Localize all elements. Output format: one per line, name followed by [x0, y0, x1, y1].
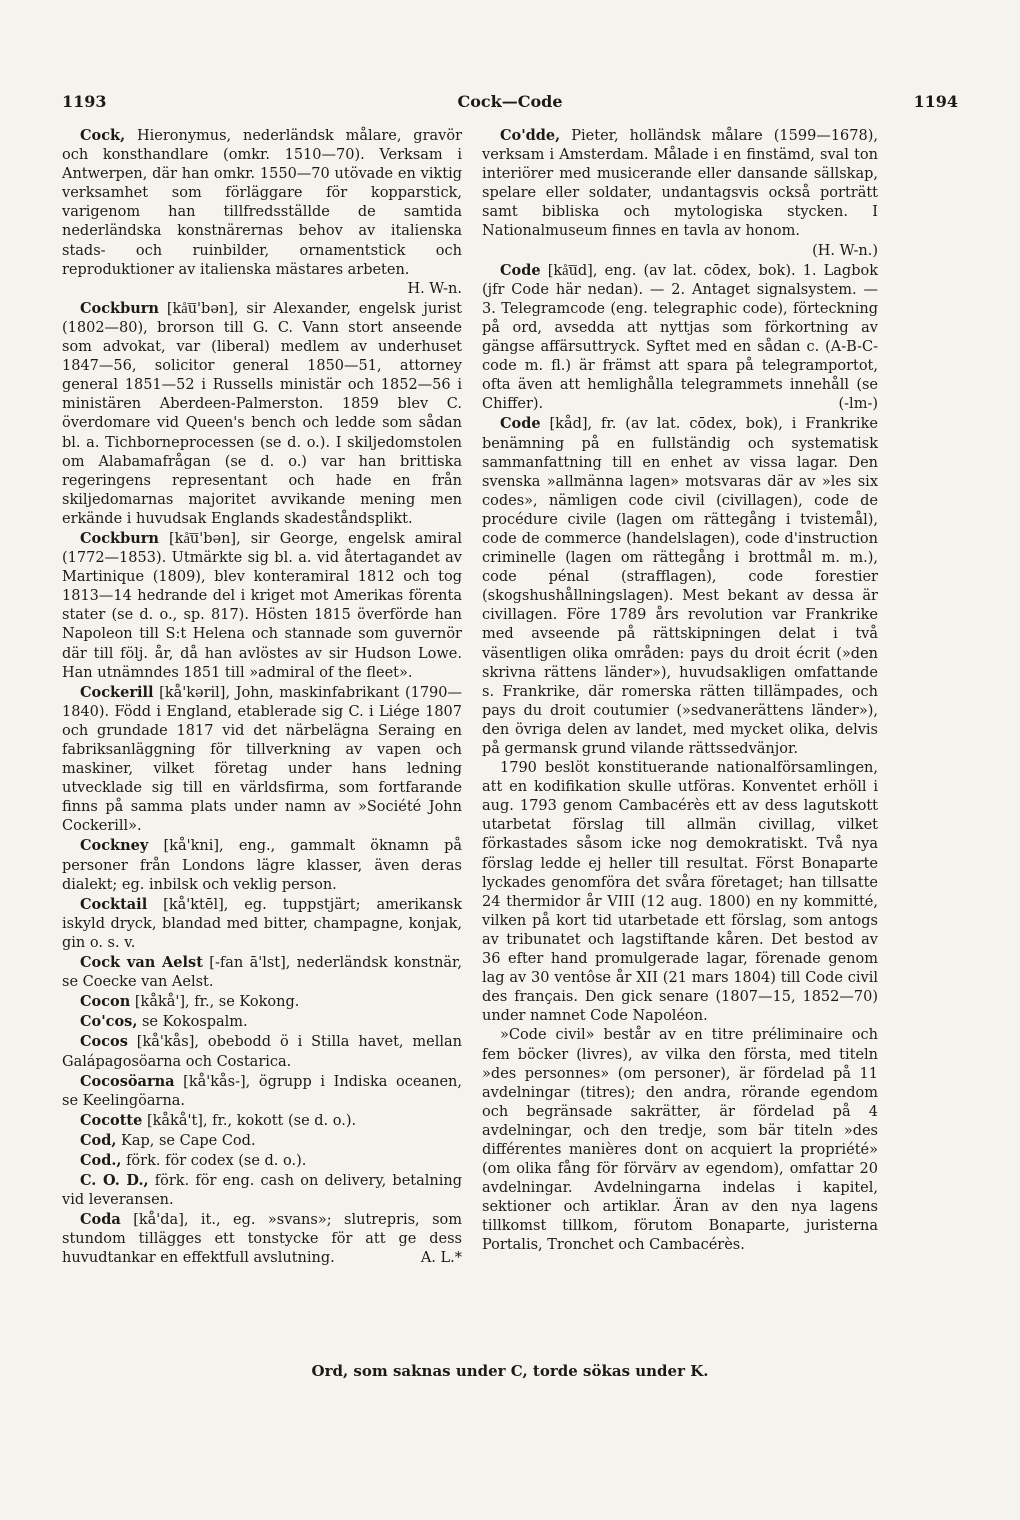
entry-text: [kå'ktēl], eg. tuppstjärt; amerikansk iskyld dryck, blandad med bitter, champagne, konjak, gin o. s. v.: [62, 896, 463, 951]
entry-text: förk. för codex (se d. o.).: [126, 1152, 307, 1169]
entry-text: [kå'da], it., eg. »svans»; slutrepris, som stundom tillägges ett tonstycke för att ge dess huvudtankar en effektfull avslutning.: [62, 1212, 463, 1267]
entry-headword: Cock,: [80, 127, 126, 144]
entry-headword: Code: [500, 261, 541, 279]
entry-headword: C. O. D.,: [80, 1172, 149, 1190]
dictionary-entry: [482, 1026, 878, 1255]
entry-text: »Code civil» består av en titre préliminaire och fem böcker (livres), av vilka den första, med titeln »des personnes» (om personer), är fördelad på 11 avdelningar (titres); den andra, rörande egendom och begränsade sakrätter, är fördelad på 4 avdelningar, och den tredje, som bär titeln »des différentes manières dont on acquiert la propriété» (om olika fång för förvärv av egendom), omfattar 20 avdelningar. Avdelningarna indelas i kapitel, sektioner och artiklar. Äran av den nya lagens tillkomst tillkom, förutom Bonaparte, juristerna Portalis, Tronchet och Cambacérès.: [482, 1027, 878, 1254]
entry-text: [kå͞ud], eng. (av lat. cōdex, bok). 1. Lagbok (jfr Code här nedan). — 2. Antaget signalsystem. — 3. Telegramcode (eng. telegraphic code), förteckning på ord, avsedda att nyttjas som förkortning av gängse affärsuttryck. Syftet med en sådan c. (A-B-C-code m. fl.) är främst att spara på telegramportot, ofta även att hemlighålla telegrammets innehåll (se Chiffer).: [482, 262, 878, 413]
entry-signature: H. W-n.: [407, 280, 462, 297]
entry-text: [kå͞u'bən], sir George, engelsk amiral (1772—1853). Utmärkte sig bl. a. vid återtagandet av Martinique (1809), blev konteramiral 1812 och tog 1813—14 hedrande del i kriget mot Amerikas förenta stater (se d. o., sp. 817). Hösten 1815 överförde han Napoleon till S:t Helena och stannade som guvernör där till följ. år, då han avlöstes av sir Hudson Lowe. Han utnämndes 1851 till »admiral of the fleet».: [62, 530, 463, 681]
entry-text: se Kokospalm.: [141, 1014, 248, 1031]
dictionary-entry: [62, 126, 462, 299]
dictionary-entry: [62, 1111, 462, 1131]
dictionary-entry: [482, 759, 878, 1026]
entry-text: [kåd], fr. (av lat. cōdex, bok), i Frankrike benämning på en fullständig och systematisk sammanfattning till en enhet av vissa lagar. Den svenska »allmänna lagen» motsvaras där av »les six codes», nämligen code civil (civillagen), code de procédure civile (lagen om rättegång i tvistemål), code de commerce (handelslagen), code d'instruction criminelle (lagen om rättegång i brottmål m. m.), code pénal (strafflagen), code forestier (skogshushållningslagen). Mest bekant av dessa är civillagen. Före 1789 års revolution var Frankrike med avseende på rättskipningen delat i två väsentligen olika områden: pays du droit écrit (»den skrivna rättens länder»), huvudsakligen omfattande s. Frankrike, där romerska rätten tillämpades, och pays du droit coutumier (»sedvanerättens länder»), den övriga delen av landet, med mycket olika, delvis på germansk grund vilande rättssedvänjor.: [482, 416, 878, 757]
dictionary-entry: [482, 126, 878, 261]
entry-signature: (-lm-): [838, 396, 878, 413]
entry-signature: (H. W-n.): [812, 242, 878, 259]
entry-signature: A. L.*: [420, 1250, 462, 1267]
dictionary-entry: [62, 992, 462, 1012]
entry-headword: Cockburn: [80, 299, 159, 317]
entry-headword: Cock van Aelst: [80, 954, 203, 972]
dictionary-entry: [62, 953, 462, 992]
dictionary-entry: [482, 414, 878, 759]
entry-headword: Cockburn: [80, 529, 159, 547]
entry-text: förk. för eng. cash on delivery, betalning vid leveransen.: [62, 1173, 462, 1209]
entry-text: [kå͞u'bən], sir Alexander, engelsk jurist (1802—80), brorson till G. C. Vann stort anseende som advokat, var (liberal) medlem av underhuset 1847—56, solicitor general 1850—51, attorney general 1851—52 i Russells ministär och 1852—56 i ministären Aberdeen-Palmerston. 1859 blev C. överdomare vid Queen's bench och ledde som sådan bl. a. Tichborneprocessen (se d. o.). I skiljedomstolen om Alabamafrågan (se d. o.) var han brittiska regeringens representant och hade en från skiljedomarnas majoritet avvikande mening men erkände i huvudsak Englands skadeståndsplikt.: [62, 300, 462, 527]
dictionary-entry: [482, 261, 878, 415]
dictionary-entry: [62, 1012, 462, 1032]
entry-headword: Cocktail: [80, 895, 148, 913]
entry-headword: Code: [500, 415, 541, 433]
page-number-left: 1193: [62, 92, 107, 111]
dictionary-entry: [62, 299, 462, 529]
entry-text: 1790 beslöt konstituerande nationalförsamlingen, att en kodifikation skulle utföras. Konventet erhöll i aug. 1793 genom Cambacérès ett av dess lagutskott utarbetat förslag till allmän civillag, vilket förkastades såsom icke nog demokratiskt. Två nya förslag ledde ej heller till resultat. Först Bonaparte lyckades genomföra det svåra företaget; han tillsatte 24 thermidor år VIII (12 aug. 1800) en ny kommitté, vilken på kort tid utarbetade ett förslag, som antogs av tribunatet och lagstiftande kåren. Det bestod av 36 efter hand promulgerade lagar, förenade genom lag av 30 ventôse år XII (21 mars 1804) till Code civil des français. Den gick senare (1807—15, 1852—70) under namnet Code Napoléon.: [482, 760, 878, 1025]
entry-headword: Co'cos,: [80, 1013, 138, 1031]
entry-headword: Cockerill: [80, 683, 154, 701]
entry-text: Pieter, holländsk målare (1599—1678), verksam i Amsterdam. Målade i en finstämd, sval ton interiörer med musicerande eller dansande sällskap, spelare eller soldater, undantagsvis också porträtt samt bibliska och mytologiska stycken. I Nationalmuseum finnes en tavla av honom.: [482, 128, 878, 240]
dictionary-entry: [62, 1210, 462, 1268]
entry-headword: Cod.,: [80, 1151, 122, 1169]
entry-text: [kå'kås-], ögrupp i Indiska oceanen, se Keelingöarna.: [62, 1073, 463, 1109]
entry-headword: Cod,: [80, 1131, 117, 1149]
dictionary-entry: [62, 836, 462, 894]
entry-text: [kåkå't], fr., kokott (se d. o.).: [146, 1112, 357, 1129]
entry-headword: Cocosöarna: [80, 1072, 175, 1090]
page-number-right: 1194: [913, 92, 958, 111]
entry-headword: Coda: [80, 1211, 121, 1229]
dictionary-entry: [62, 1032, 462, 1071]
dictionary-entry: [62, 1151, 462, 1171]
dictionary-entry: [62, 895, 462, 953]
running-head: Cock—Code: [457, 92, 563, 111]
entry-text: [kåkå'], fr., se Kokong.: [134, 994, 300, 1011]
entry-headword: Cockney: [80, 837, 149, 855]
dictionary-entry: [62, 1171, 462, 1210]
footer-note: Ord, som saknas under C, torde sökas under K.: [311, 1362, 709, 1380]
dictionary-entry: [62, 529, 462, 683]
entry-headword: Cocotte: [80, 1111, 143, 1129]
entry-text: Kap, se Cape Cod.: [121, 1132, 256, 1149]
entry-text: Hieronymus, nederländsk målare, gravör och konsthandlare (omkr. 1510—70). Verksam i Antwerpen, där han omkr. 1550—70 utövade en viktig verksamhet som förläggare för kopparstick, varigenom han tillfredsställde de samtida nederländska konstnärernas behov av italienska stads- och ruinbilder, ornamentstick och reproduktioner av italienska mästares arbeten.: [62, 128, 462, 278]
entry-headword: Cocos: [80, 1033, 128, 1051]
entry-headword: Co'dde,: [500, 127, 561, 144]
left-column: [62, 126, 462, 1269]
entry-text: [kå'kəril], John, maskinfabrikant (1790—1840). Född i England, etablerade sig C. i Liége 1807 och grundade 1817 vid det närbelägna Seraing en fabriksanläggning för tillverkning av vapen och maskiner, vilket företag under hans ledning utvecklade sig till en världsfirma, som fortfarande finns på samma plats under namn av »Société John Cockerill».: [62, 684, 463, 835]
dictionary-entry: [62, 683, 462, 837]
page-header: [62, 92, 958, 120]
dictionary-entry: [62, 1072, 462, 1111]
dictionary-entry: [62, 1131, 462, 1151]
entry-text: [kå'kås], obebodd ö i Stilla havet, mellan Galápagosöarna och Costarica.: [62, 1034, 462, 1070]
entry-text: [-fan ā'lst], nederländsk konstnär, se Coecke van Aelst.: [62, 955, 463, 991]
entry-text: [kå'kni], eng., gammalt öknamn på personer från Londons lägre klasser, även deras dialekt; eg. inbilsk och veklig person.: [62, 838, 462, 893]
entry-headword: Cocon: [80, 993, 131, 1011]
right-column: [482, 126, 878, 1256]
